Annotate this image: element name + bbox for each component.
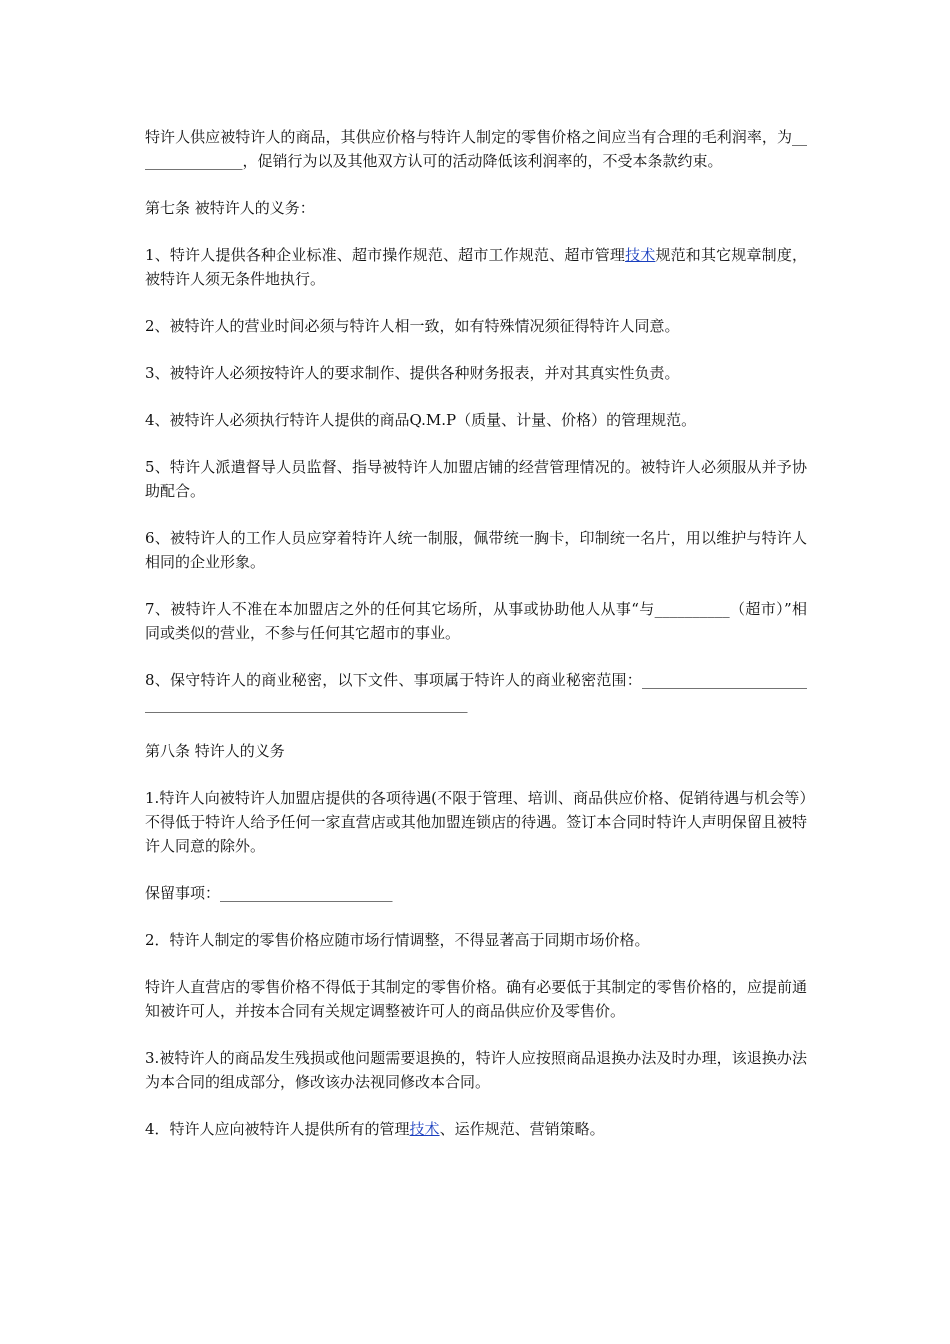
- paragraph-8-1: 1.特许人向被特许人加盟店提供的各项待遇(不限于管理、培训、商品供应价格、促销待遇与机会等）不得低于特许人给予任何一家直营店或其他加盟连锁店的待遇。签订本合同时特许人声明保留且被特许人同意的除外。: [145, 789, 807, 855]
- paragraph-7-8: 8、保守特许人的商业秘密，以下文件、事项属于特许人的商业秘密范围：_________________________________________________________________: [145, 671, 807, 713]
- paragraph-7-6: 6、被特许人的工作人员应穿着特许人统一制服，佩带统一胸卡，印制统一名片，用以维护与特许人相同的企业形象。: [145, 529, 807, 571]
- paragraph-7-3: 3、被特许人必须按特许人的要求制作、提供各种财务报表，并对其真实性负责。: [145, 364, 680, 382]
- paragraph-reserved-items: 保留事项：_______________________: [145, 884, 393, 902]
- paragraph-profit-margin: 特许人供应被特许人的商品，其供应价格与特许人制定的零售价格之间应当有合理的毛利润率，为_______________，促销行为以及其他双方认可的活动降低该利润率的，不受本条款约束。: [145, 128, 807, 170]
- paragraph-8-4-text: 4．特许人应向被特许人提供所有的管理: [145, 1120, 410, 1138]
- paragraph-7-1: [145, 243, 807, 291]
- paragraph-7-7: 7、被特许人不准在本加盟店之外的任何其它场所，从事或协助他人从事“与__________（超市）”相同或类似的营业，不参与任何其它超市的事业。: [145, 600, 807, 642]
- paragraph-7-4: 4、被特许人必须执行特许人提供的商品Q.M.P（质量、计量、价格）的管理规范。: [145, 411, 697, 429]
- technology-link[interactable]: 技术: [625, 246, 656, 264]
- technology-link[interactable]: 技术: [409, 1120, 440, 1138]
- paragraph-8-4: [145, 1117, 807, 1141]
- paragraph-7-5: 5、特许人派遣督导人员监督、指导被特许人加盟店铺的经营管理情况的。被特许人必须服从并予协助配合。: [145, 458, 807, 500]
- heading-article-7: 第七条 被特许人的义务：: [145, 199, 315, 217]
- paragraph-8-2-continued: 特许人直营店的零售价格不得低于其制定的零售价格。确有必要低于其制定的零售价格的，应提前通知被许可人，并按本合同有关规定调整被许可人的商品供应价及零售价。: [145, 978, 807, 1020]
- paragraph-7-1-text: 1、特许人提供各种企业标准、超市操作规范、超市工作规范、超市管理: [145, 246, 626, 264]
- paragraph-8-2: 2．特许人制定的零售价格应随市场行情调整，不得显著高于同期市场价格。: [145, 931, 650, 949]
- paragraph-7-2: 2、被特许人的营业时间必须与特许人相一致，如有特殊情况须征得特许人同意。: [145, 317, 680, 335]
- heading-article-8: 第八条 特许人的义务: [145, 742, 285, 760]
- paragraph-7-1-text-end: 规范和其它规章制度，被特许人须无条件地执行。: [145, 246, 807, 288]
- paragraph-8-3: 3.被特许人的商品发生残损或他问题需要退换的，特许人应按照商品退换办法及时办理，该退换办法为本合同的组成部分，修改该办法视同修改本合同。: [145, 1049, 807, 1091]
- paragraph-8-4-text-end: 、运作规范、营销策略。: [439, 1120, 605, 1138]
